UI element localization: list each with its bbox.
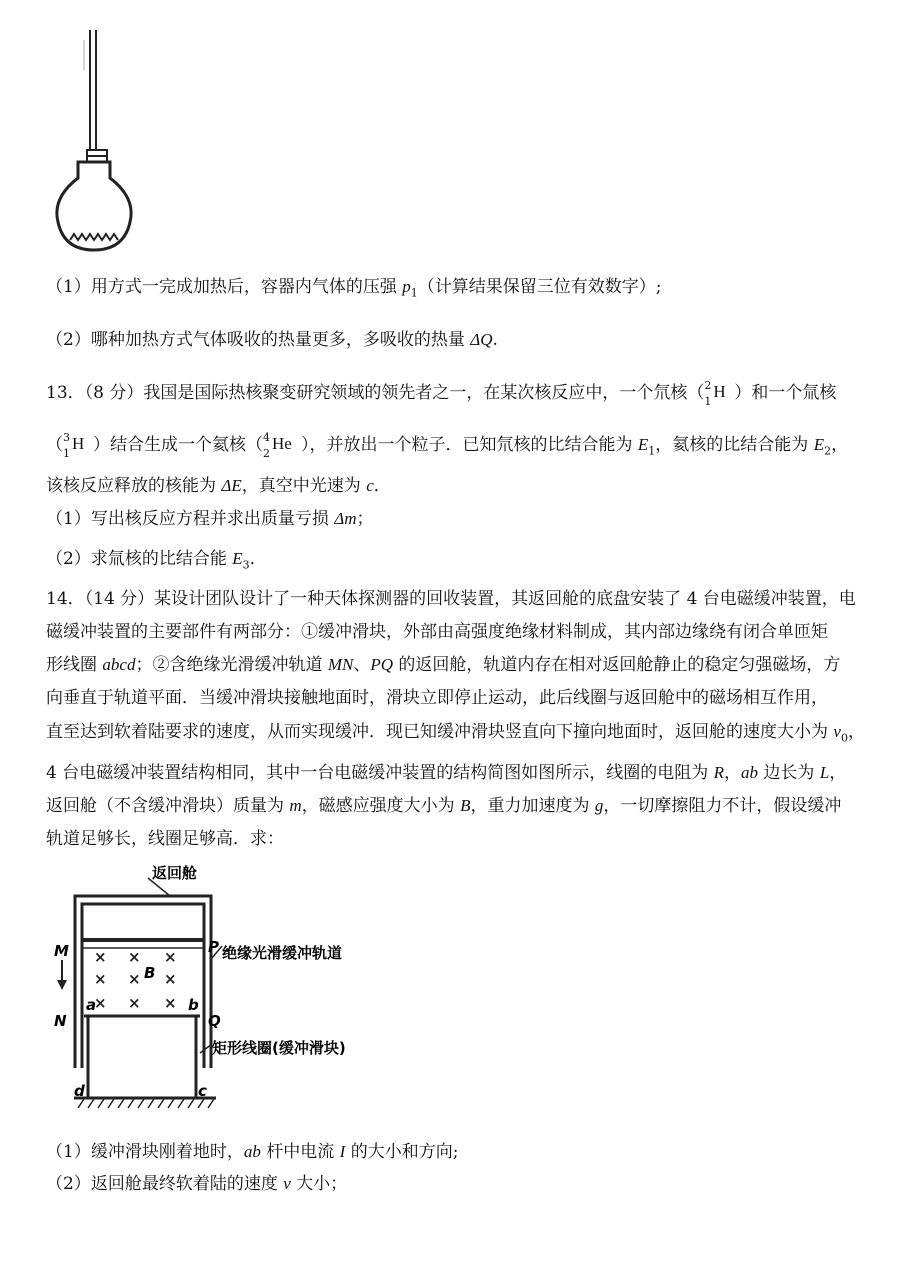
q14-line5: 直至达到软着陆要求的速度，从而实现缓冲．现已知缓冲滑块竖直向下撞向地面时，返回舱的速度大小为 $v_0$，: [46, 722, 865, 745]
q14-line4: 向垂直于轨道平面．当缓冲滑块接触地面时，滑块立即停止运动，此后线圈与返回舱中的磁场相互作用，: [46, 688, 828, 708]
label-M: M: [54, 942, 69, 960]
q12-sub1: （1）用方式一完成加热后，容器内气体的压强 $p_1$（计算结果保留三位有效数字）;: [46, 277, 662, 300]
q14-line6: 4 台电磁缓冲装置结构相同，其中一台电磁缓冲装置的结构简图如图所示，线圈的电阻为 R，ab 边长为 L，: [46, 763, 847, 783]
svg-text:×: ×: [128, 948, 141, 966]
svg-text:×: ×: [94, 948, 107, 966]
magnetic-field-marks: [94, 948, 177, 1012]
q13-line3: 该核反应释放的核能为 ΔE，真空中光速为 c．: [46, 476, 391, 496]
q14-sub1: （1）缓冲滑块刚着地时，ab 杆中电流 I 的大小和方向;: [46, 1142, 459, 1162]
label-a: a: [86, 996, 97, 1014]
label-P: P: [208, 938, 219, 956]
svg-text:×: ×: [164, 994, 177, 1012]
q13-line1: 13．（8 分）我国是国际热核聚变研究领域的领先者之一，在某次核反应中，一个氘核（ 2 1 H ）和一个氚核: [46, 379, 837, 408]
svg-text:×: ×: [94, 994, 107, 1012]
svg-text:×: ×: [164, 970, 177, 988]
deuterium-symbol: 2 1 H: [704, 379, 726, 408]
tritium-symbol: 3 1 H: [63, 431, 85, 460]
label-track: 绝缘光滑缓冲轨道: [222, 944, 343, 962]
label-coil: 矩形线圈(缓冲滑块): [212, 1039, 346, 1057]
q14-line8: 轨道足够长，线圈足够高．求：: [46, 829, 284, 849]
label-b: b: [188, 996, 199, 1014]
q13-line2: （ 3 1 H ）结合生成一个氦核（ 4 2 He ），并放出一个粒子．已知氘核的比结合能为 $E_1$，氦核的比结合能为 $E_2$，: [46, 431, 849, 460]
q14-line2: 磁缓冲装置的主要部件有两部分：①缓冲滑块，外部由高强度绝缘材料制成，其内部边缘绕有闭合单匝矩: [46, 622, 828, 642]
q12-sub2: （2）哪种加热方式气体吸收的热量更多，多吸收的热量 ΔQ.: [46, 330, 498, 350]
flask-apparatus-figure: [40, 0, 160, 260]
label-c: c: [198, 1082, 207, 1100]
q14-line7: 返回舱（不含缓冲滑块）质量为 m，磁感应强度大小为 B，重力加速度为 g，一切摩擦阻力不计，假设缓冲: [46, 796, 842, 816]
svg-text:×: ×: [94, 970, 107, 988]
svg-text:×: ×: [164, 948, 177, 966]
q14-sub2: （2）返回舱最终软着陆的速度 v 大小；: [46, 1174, 348, 1194]
label-d: d: [74, 1082, 85, 1100]
label-cabin: 返回舱: [152, 864, 198, 882]
q13-sub1: （1）写出核反应方程并求出质量亏损 Δm；: [46, 509, 374, 529]
q13-sub2: （2）求氚核的比结合能 $E_3$．: [46, 549, 267, 572]
label-N: N: [54, 1012, 67, 1030]
q14-line1: 14．（14 分）某设计团队设计了一种天体探测器的回收装置，其返回舱的底盘安装了 4 台电磁缓冲装置，电: [46, 589, 856, 609]
helium-symbol: 4 2 He: [263, 431, 292, 460]
label-B: B: [144, 964, 156, 982]
q14-line3: 形线圈 abcd；②含绝缘光滑缓冲轨道 MN、PQ 的返回舱，轨道内存在相对返回舱静止的稳定匀强磁场，方: [46, 655, 841, 675]
svg-text:×: ×: [128, 994, 141, 1012]
buffer-device-figure: [40, 858, 380, 1128]
label-Q: Q: [208, 1012, 221, 1030]
svg-text:×: ×: [128, 970, 141, 988]
